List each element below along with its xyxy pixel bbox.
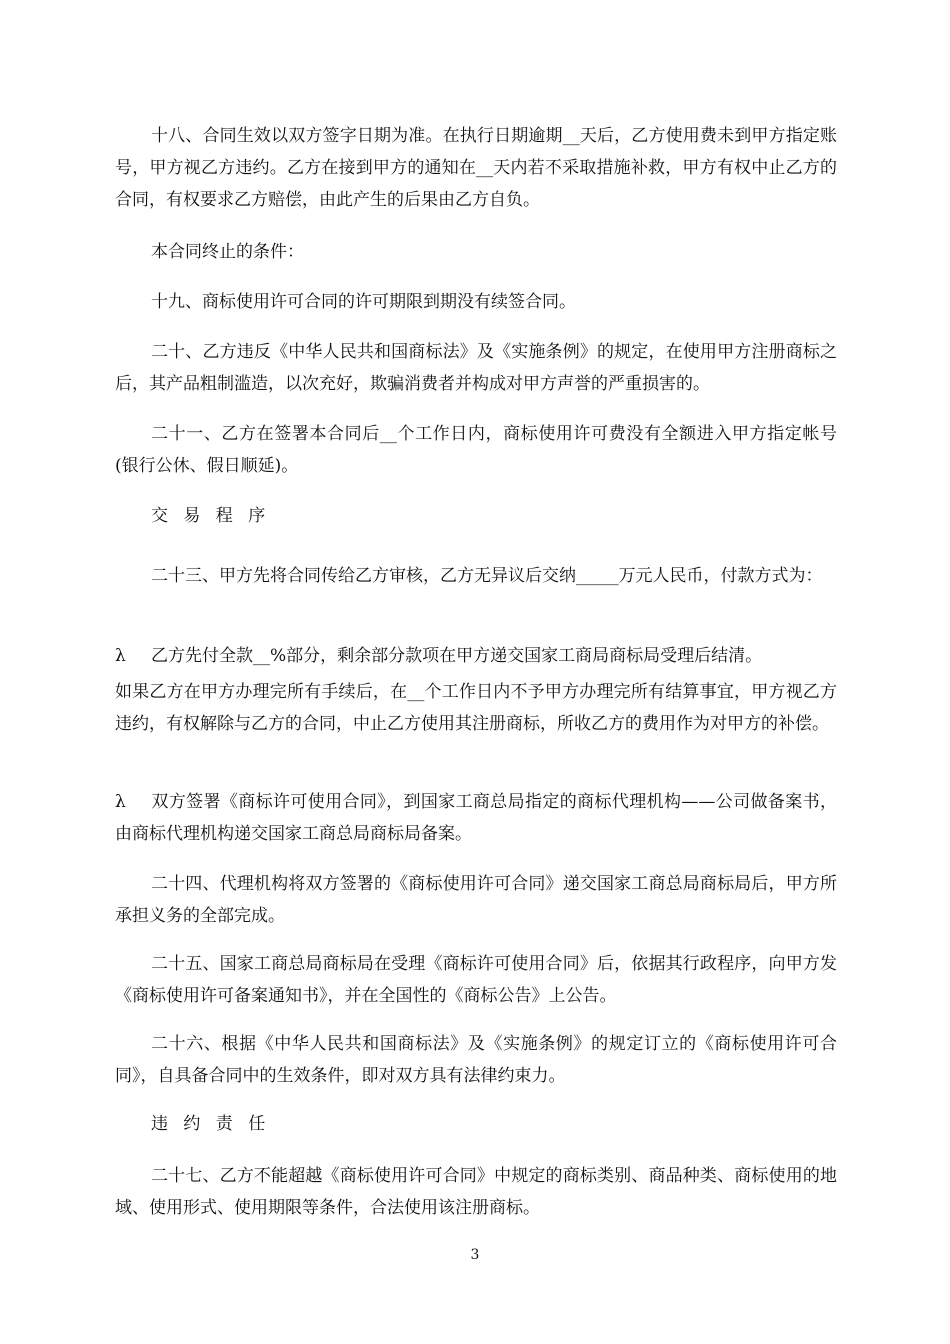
bullet-item-payment — [115, 640, 837, 672]
bullet-text: 双方签署《商标许可使用合同》，到国家工商总局指定的商标代理机构——公司做备案书，由商标代理机构递交国家工商总局商标局备案。 — [115, 792, 837, 844]
clause-24: 二十四、代理机构将双方签署的《商标使用许可合同》递交国家工商总局商标局后，甲方所承担义务的全部完成。 — [115, 874, 837, 926]
section-heading-transaction-procedure: 交 易 程 序 — [151, 506, 271, 526]
breach-settlement-paragraph: 如果乙方在甲方办理完所有手续后，在__个工作日内不予甲方办理完所有结算事宜，甲方视乙方违约，有权解除与乙方的合同，中止乙方使用其注册商标，所收乙方的费用作为对甲方的补偿。 — [115, 682, 837, 734]
clause-23: 二十三、甲方先将合同传给乙方审核，乙方无异议后交纳_____万元人民币，付款方式为： — [151, 566, 823, 586]
clause-20: 二十、乙方违反《中华人民共和国商标法》及《实施条例》的规定，在使用甲方注册商标之后，其产品粗制滥造，以次充好，欺骗消费者并构成对甲方声誉的严重损害的。 — [115, 342, 837, 394]
clause-19: 十九、商标使用许可合同的许可期限到期没有续签合同。 — [151, 292, 576, 312]
bullet-symbol: λ — [115, 792, 126, 812]
bullet-text: 乙方先付全款__%部分，剩余部分款项在甲方递交国家工商局商标局受理后结清。 — [151, 646, 763, 666]
clause-27: 二十七、乙方不能超越《商标使用许可合同》中规定的商标类别、商品种类、商标使用的地域、使用形式、使用期限等条件，合法使用该注册商标。 — [115, 1166, 837, 1218]
bullet-symbol: λ — [115, 646, 126, 666]
page-number: 3 — [470, 1247, 480, 1263]
termination-conditions-heading: 本合同终止的条件： — [151, 242, 304, 262]
clause-26: 二十六、根据《中华人民共和国商标法》及《实施条例》的规定订立的《商标使用许可合同》，自具备合同中的生效条件，即对双方具有法律约束力。 — [115, 1034, 837, 1086]
clause-25: 二十五、国家工商总局商标局在受理《商标许可使用合同》后，依据其行政程序，向甲方发《商标使用许可备案通知书》，并在全国性的《商标公告》上公告。 — [115, 954, 837, 1006]
bullet-item-filing — [115, 786, 837, 850]
clause-18: 十八、合同生效以双方签字日期为准。在执行日期逾期__天后，乙方使用费未到甲方指定账号，甲方视乙方违约。乙方在接到甲方的通知在__天内若不采取措施补救，甲方有权中止乙方的合同，有权要求乙方赔偿，由此产生的后果由乙方自负。 — [115, 126, 837, 210]
clause-21: 二十一、乙方在签署本合同后__个工作日内，商标使用许可费没有全额进入甲方指定帐号(银行公休、假日顺延)。 — [115, 424, 837, 476]
section-heading-liability: 违 约 责 任 — [151, 1114, 271, 1134]
